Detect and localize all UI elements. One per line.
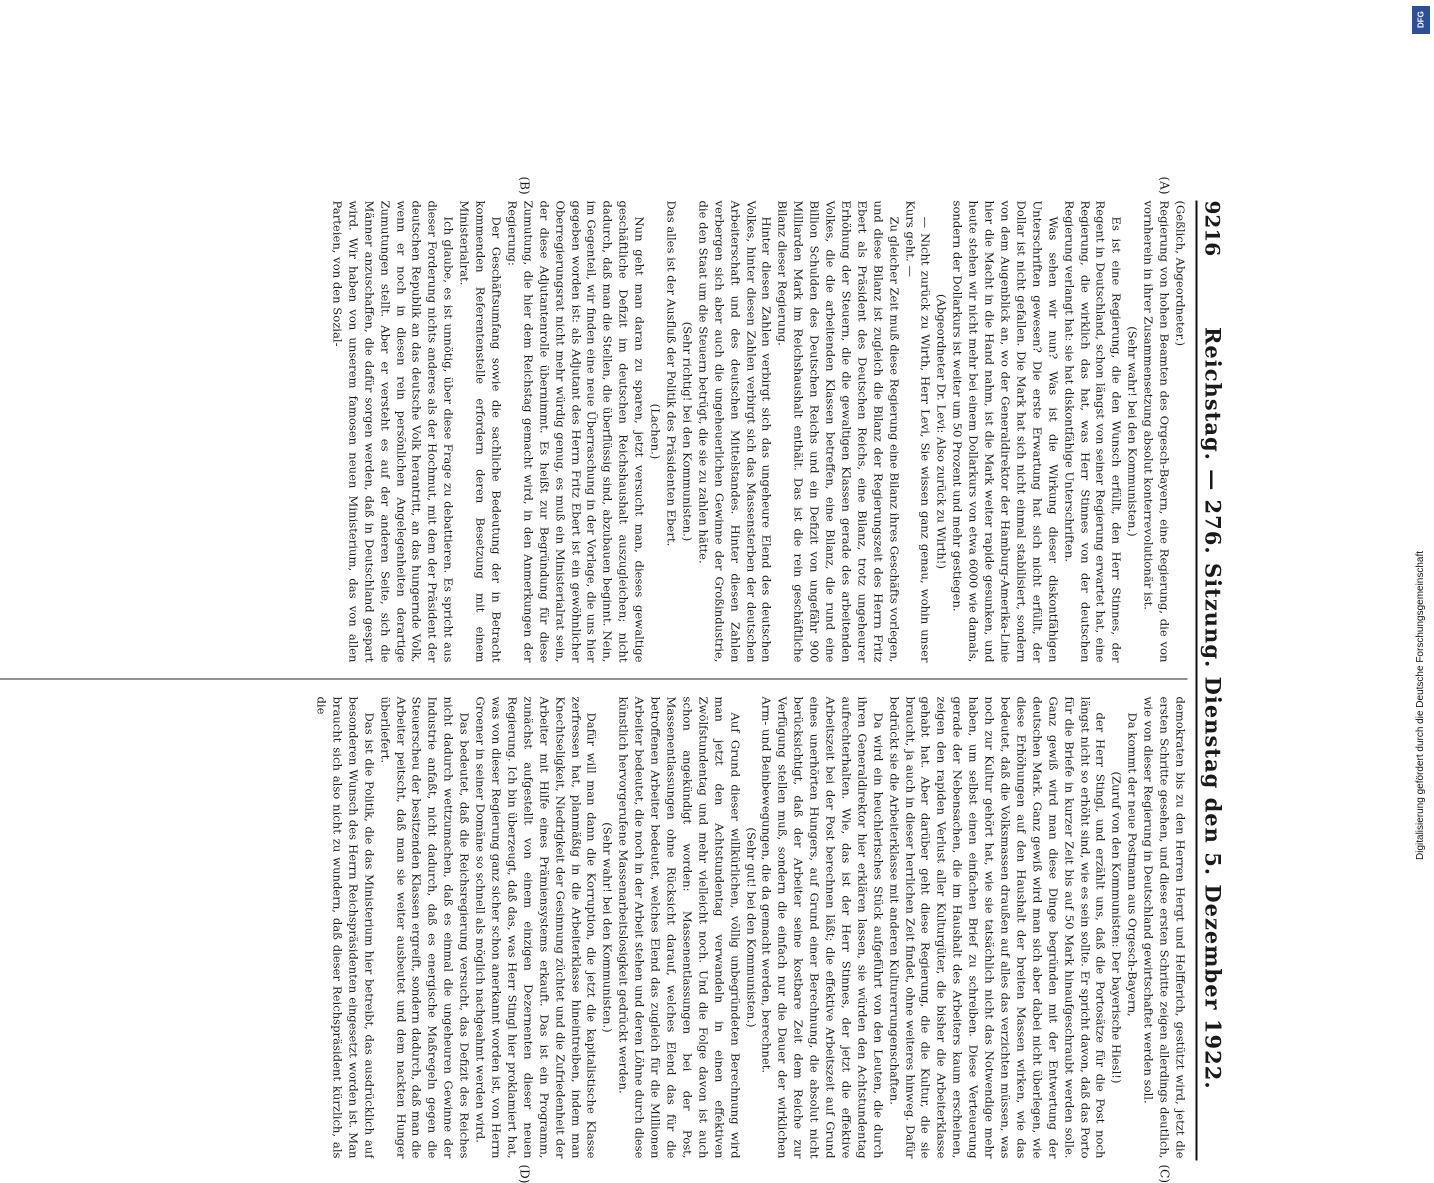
- dfg-logo: DFG: [1412, 6, 1430, 34]
- page-number: 9216: [1201, 201, 1225, 257]
- paragraph: Das alles ist der Ausfluß der Politik des Präsidenten Ebert.: [663, 201, 679, 663]
- paragraph: Zu gleicher Zeit muß diese Regierung eine Bilanz ihres Geschäfts vorlegen, und diese Bilanz ist zugleich die Bilanz der Regierungszeit des Herrn Fritz Ebert als Präsident des Deutschen Reichs, eine Bilanz, trotz ungeheurer Erhöhung der Steuern, die die gewaltigen Klassen gerade des arbeitenden Volkes, die die arbeitenden Klassen betreffen, eine Bilanz, die rund eine Billion Schulden des Deutschen Reichs und ein Defizit von ungefähr 900 Milliarden Mark im Reichshaushalt enthält. Das ist die rein geschäftliche Bilanz dieser Regierung.: [774, 201, 901, 663]
- dfg-credit-text: Digitalisierung gefördert durch die Deutsche Forschungsgemeinschaft: [1415, 40, 1429, 860]
- paragraph: (Sehr gut! bei den Kommunisten.): [742, 697, 758, 1159]
- paragraph: Nun geht man daran zu sparen, jetzt versucht man, dieses gewaltige geschäftliche Defizit im deutschen Reichshaushalt auszugleichen; nicht dadurch, daß man die Stellen, die überflüssig sind, abzubauen beginnt. Nein, im Gegenteil, wir finden eine neue Überraschung in der Vorlage, die uns hier gegeben worden ist: als Adjutant des Herrn Fritz Ebert ist ein gewöhnlicher Oberregierungsrat nicht mehr würdig genug, es muß ein Ministerialrat sein, der diese Adjutantenrolle übernimmt. Es heißt zur Begründung für diese Zumutung, die hier dem Reichstag gemacht wird, in den Anmerkungen der Regierung:: [504, 201, 647, 663]
- paragraph: demokraten bis zu den Herren Hergt und Helfferich, gestützt wird, jetzt die ersten Schritte gesehen, und diese ersten Schritte zeigen allerdings deutlich, wie von dieser Regierung in Deutschland gewirtschaftet werden soll.: [1140, 697, 1188, 1159]
- margin-mark-b: (B): [518, 177, 532, 195]
- paragraph: Auf Grund dieser willkürlichen, völlig unbegründeten Berechnung wird man jetzt den Achtstundentag verwandeln in einen effektiven Zwölfstundentag und mehr vielleicht noch. Und die Folge davon ist auch schon angekündigt worden: Massenentlassungen bei der Post, Massenentlassungen ohne Rücksicht darauf, welches Elend das für die betroffenen Arbeiter bedeutet, welches Elend das zugleich für die Millionen Arbeiter bedeutet, die noch in der Arbeit stehen und deren Löhne durch diese künstlich hervorgerufene Massenarbeitslosigkeit gedrückt werden.: [615, 697, 742, 1159]
- paragraph: Es ist eine Regierung, die den Wunsch erfüllt, den Herr Stinnes, der Regent in Deutschland, schon längst von seiner Regierung erwartet hat, eine Regierung, die wirklich das hat, was Herr Stinnes von der deutschen Regierung verlangt hat: sie hat diskontfähige Unterschriften.: [1060, 201, 1124, 663]
- page-title: Reichstag. — 276. Sitzung. Dienstag den 5. Dezember 1922.: [1201, 256, 1226, 1160]
- paragraph: Hinter diesen Zahlen verbirgt sich das ungeheure Elend des deutschen Volkes, hinter diesen Zahlen verbirgt sich das Massensterben der deutschen Arbeiterschaft und des deutschen Mittelstandes. Hinter diesen Zahlen verbergen sich aber auch die ungeheuerlichen Gewinne der Großindustrie, die den Staat um die Steuern betrügt, die sie zu zahlen hätte.: [694, 201, 774, 663]
- paragraph: (Geßlich, Abgeordneter.): [1172, 201, 1188, 663]
- paragraph: (Abgeordneter Dr. Levi: Also zurück zu Wirth!): [933, 201, 949, 663]
- left-column: [0, 201, 1188, 663]
- right-column: [0, 697, 1188, 1159]
- paragraph: Da wird ein heuchlerisches Stück aufgeführt von den Leuten, die durch ihren Generaldirektor hier erklären lassen, sie würden den Achtstundentag aufrechterhalten. Wie, das ist der Herr Stinnes, der jetzt die effektive Arbeitszeit bei der Post berechnen läßt; die effektive Arbeitszeit auf Grund eines unerhörten Hungers, auf Grund einer Berechnung, die absolut nicht berücksichtigt, daß der Arbeiter seine kostbare Zeit dem Reiche zur Verfügung stellen muß, sondern die einfach nur die Dauer der wirklichen Arm- und Beinbewegungen, die da gemacht werden, berechnet.: [758, 697, 885, 1159]
- margin-mark-c: (C): [1158, 1165, 1172, 1183]
- paragraph: (Sehr wahr! bei den Kommunisten.): [1124, 201, 1140, 663]
- digitization-sidebar: [1408, 0, 1434, 1000]
- margin-mark-d: (D): [518, 1165, 532, 1183]
- paragraph: (Sehr richtig! bei den Kommunisten.): [679, 201, 695, 663]
- paragraph: Was sehen wir nun? Was ist die Wirkung dieser diskontfähigen Unterschriften gewesen? Die erste Erwartung hat sich nicht erfüllt, der Dollar ist nicht gefallen. Die Mark hat sich nicht einmal stabilisiert, sondern von dem Augenblick an, wo der Generaldirektor der Hamburg-Amerika-Linie hier die Macht in die Hand nahm, ist die Mark weiter rapide gesunken, und heute stehen wir nicht mehr bei einem Dollarkurs von etwa 6000 wie damals, sondern der Dollarkurs ist weiter um 50 Prozent und mehr gestiegen.: [949, 201, 1060, 663]
- paragraph: — Nicht zurück zu Wirth, Herr Levi, Sie wissen ganz genau, wohin unser Kurs geht. —: [901, 201, 933, 663]
- paragraph: Das bedeutet, daß die Reichsregierung versucht, das Defizit des Reiches nicht dadurch wettzumachen, daß es einmal die ungeheuren Gewinne der Industrie anfaßt, nicht dadurch, daß es energische Maßregeln gegen die Steuerscheu der besitzenden Klassen ergreift, sondern dadurch, daß man die Arbeiter peitscht, daß man sie weiter ausbeutet und dem nackten Hunger überliefert.: [376, 697, 471, 1159]
- paragraph: (Sehr wahr! bei den Kommunisten.): [599, 697, 615, 1159]
- paragraph: (Lachen.): [647, 201, 663, 663]
- page-header: [1196, 201, 1232, 1161]
- paragraph: Dafür will man dann die Korruption, die jetzt die kapitalistische Klasse zerfressen hat, planmäßig in die Arbeiterklasse hineintreiben, indem man Knechtseligkeit, Niedrigkeit der Gesinnung züchtet und die Zufriedenheit der Arbeiter mit Hilfe eines Prämiensystems erkauft. Das ist ein Programm, zunächst aufgestellt von einem einzigen Dezernenten dieser neuen Regierung. Ich bin überzeugt, daß das, was Herr Stingl hier proklamiert hat, was von dieser Regierung ganz sicher schon anerkannt worden ist, von Herrn Groener in seiner Domäne so schnell als möglich nachgeahmt werden wird.: [472, 697, 599, 1159]
- newspaper-page: [0, 201, 1232, 1161]
- paragraph: (Zuruf von den Kommunisten: Der bayerische Hiesl!): [1108, 697, 1124, 1159]
- paragraph: Das ist die Politik, die das Ministerium hier betreibt, das ausdrücklich auf besonderen Wunsch des Herrn Reichspräsidenten eingesetzt worden ist. Man braucht sich also nicht zu wundern, daß dieser Reichspräsident kürzlich, als die: [313, 697, 377, 1159]
- paragraph: Ich glaube, es ist unnötig, über diese Frage zu debattieren. Es spricht aus dieser Forderung nichts anderes als der Hochmut, mit dem der Präsident der deutschen Republik an das deutsche Volk herantritt, an das hungernde Volk, wenn er noch in diesen rein persönlichen Angelegenheiten derartige Zumutungen stellt. Aber er versteht es auf der anderen Seite, sich die Männer anzuschaffen, die dafür sorgen werden, daß in Deutschland gespart wird. Wir haben von unserem famosen neuen Ministerium, das von allen Parteien, von den Sozial-: [329, 201, 456, 663]
- paragraph: Der Geschäftsumfang sowie die sachliche Bedeutung der in Betracht kommenden Referentenstelle erfordern deren Besetzung mit einem Ministerialrat.: [456, 201, 504, 663]
- paragraph: der Herr Stingl, und erzählt uns, daß die Portosätze für die Post noch längst nicht so erhöht sind, wie es sein sollte. Er spricht davon, daß das Porto für die Briefe in kurzer Zeit bis auf 50 Mark hinaufgeschraubt werden solle. Ganz gewiß wird man diese Dinge begründen mit der Entwertung der deutschen Mark. Ganz gewiß wird man sich aber dabei nicht überlegen, wie diese Erhöhungen auf den Haushalt der breiten Massen wirken, wie das bedeutet, daß die Volksmassen draußen auf alles das verzichten müssen, was noch zur Kultur gehört hat, wie sie tatsächlich nicht das Notwendige mehr haben, um selbst einen einfachen Brief zu schreiben. Diese Verteuerung gerade der Nebensachen, die im Haushalt des Arbeiters kaum erscheinen, zeigen den rapiden Verlust aller Kulturgüter, die bisher die Arbeiterklasse gehabt hat. Aber darüber geht diese Regierung, die die Kultur, die sie braucht, ja auch in dieser herrlichen Zeit findet, ohne weiteres hinweg. Dafür bedrückt sie die Arbeiterklasse mit anderen Kulturerrungenschaften.: [885, 697, 1108, 1159]
- paragraph: Regierung von hohen Beamten des Orgesch-Bayern, eine Regierung, die von vornherein in ihrer Zusammensetzung absolut konterrevolutionär ist.: [1140, 201, 1172, 663]
- margin-mark-a: (A): [1158, 177, 1172, 195]
- paragraph: Da kommt der neue Postmann aus Orgesch-Bayern,: [1124, 697, 1140, 1159]
- column-divider: [0, 679, 1188, 680]
